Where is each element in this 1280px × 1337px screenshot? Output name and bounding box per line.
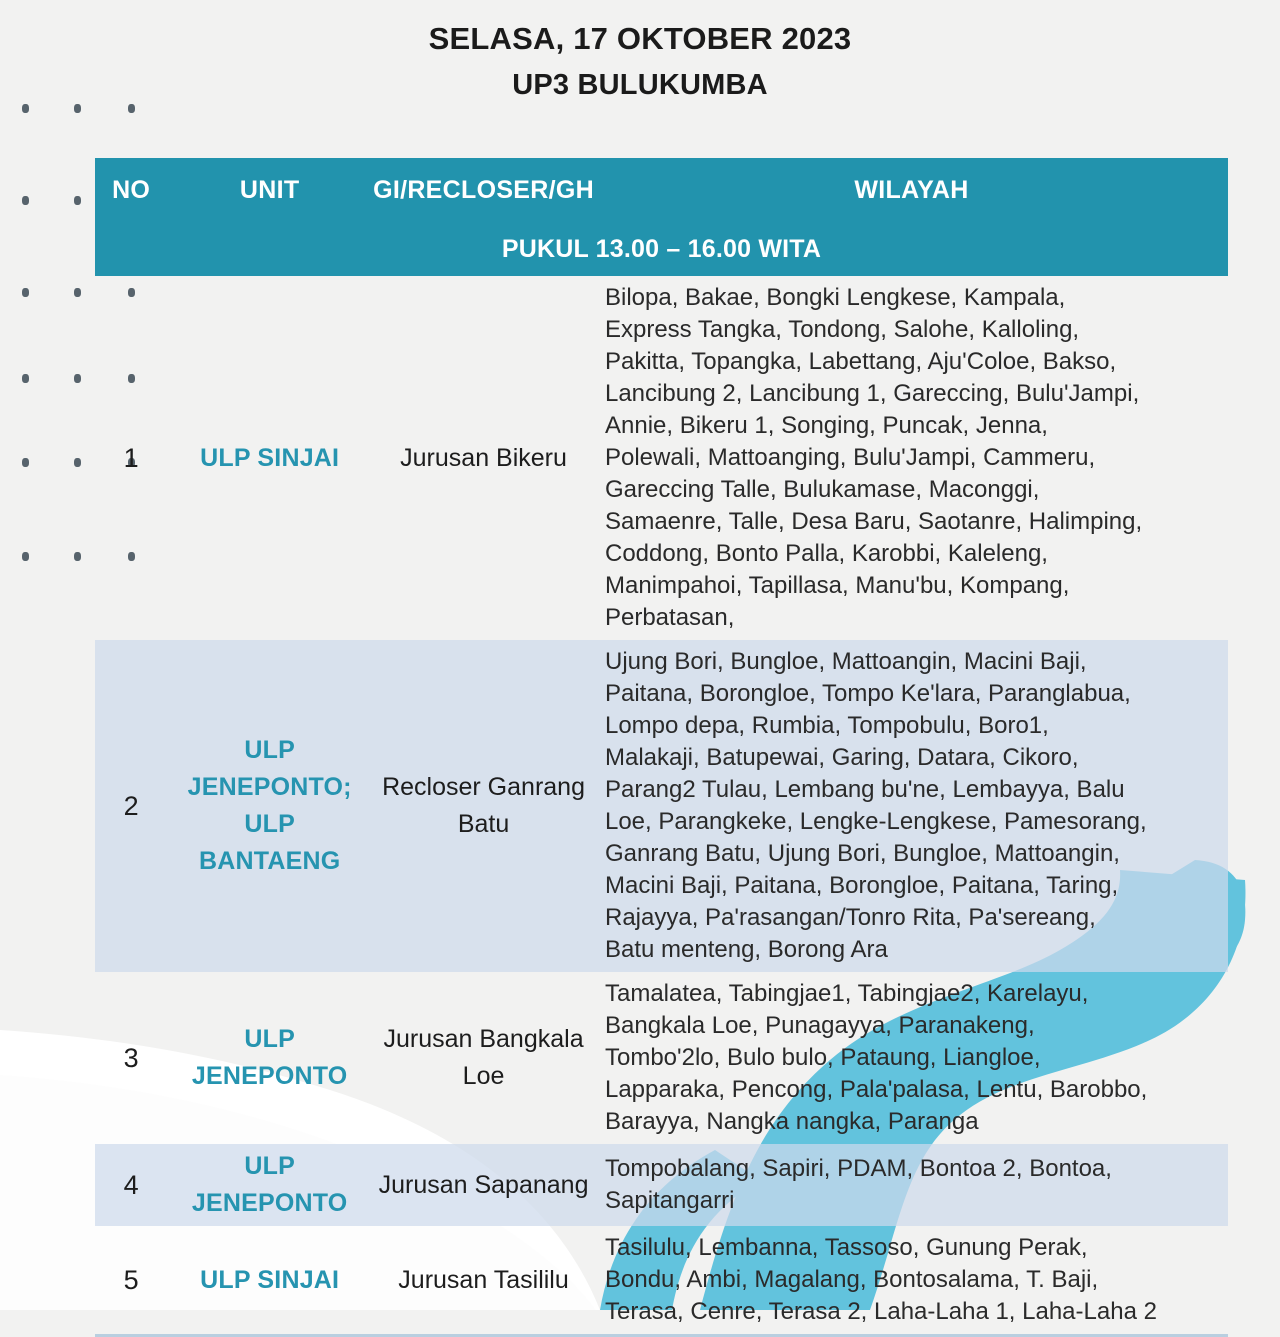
- wilayah-line: Lompo depa, Rumbia, Tompobulu, Boro1,: [604, 712, 1049, 739]
- table-body: [95, 276, 1228, 1336]
- wilayah-line: Annie, Bikeru 1, Songing, Puncak, Jenna,: [604, 412, 1048, 439]
- cell-unit: ULP JENEPONTO: [191, 1025, 348, 1090]
- decorative-dot: [22, 288, 29, 297]
- wilayah-line: Sapitangarri: [604, 1187, 735, 1214]
- wilayah-line: Lapparaka, Pencong, Pala'palasa, Lentu, Barobbo,: [604, 1076, 1148, 1103]
- wilayah-line: Polewali, Mattoanging, Bulu'Jampi, Cammeru,: [604, 444, 1096, 471]
- table-row: [95, 276, 1228, 640]
- table-row: [95, 972, 1228, 1144]
- cell-wilayah: [595, 972, 1228, 1144]
- cell-no: 3: [123, 1042, 139, 1073]
- cell-wilayah: [595, 1144, 1228, 1226]
- wilayah-line: Batu menteng, Borong Ara: [604, 936, 888, 963]
- wilayah-line: Tompobalang, Sapiri, PDAM, Bontoa 2, Bontoa,: [604, 1155, 1112, 1182]
- column-header-gi: GI/RECLOSER/GH: [372, 158, 595, 222]
- wilayah-line: Express Tangka, Tondong, Salohe, Kalloling,: [604, 316, 1080, 343]
- decorative-dot: [22, 196, 29, 205]
- wilayah-line: Tasilulu, Lembanna, Tassoso, Gunung Perak,: [604, 1234, 1088, 1261]
- column-header-wilayah: WILAYAH: [595, 158, 1228, 222]
- wilayah-line: Paitana, Borongloe, Tompo Ke'lara, Paranglabua,: [604, 680, 1131, 707]
- wilayah-line: Bilopa, Bakae, Bongki Lengkese, Kampala,: [604, 284, 1066, 311]
- wilayah-line: Macini Baji, Paitana, Borongloe, Paitana, Taring,: [604, 872, 1119, 899]
- wilayah-line: Tombo'2lo, Bulo bulo, Pataung, Liangloe,: [604, 1044, 1041, 1071]
- cell-no: 2: [95, 640, 167, 972]
- wilayah-line: Malakaji, Batupewai, Garing, Datara, Cikoro,: [604, 744, 1079, 771]
- wilayah-line: Loe, Parangkeke, Lengke-Lengkese, Pamesorang,: [604, 808, 1147, 835]
- cell-gi: Jurusan Sapanang: [372, 1144, 595, 1226]
- cell-unit: ULP JENEPONTO; ULP BANTAENG: [167, 640, 372, 972]
- wilayah-line: Manimpahoi, Tapillasa, Manu'bu, Kompang,: [604, 572, 1070, 599]
- cell-wilayah: [595, 640, 1228, 972]
- cell-gi: Jurusan Bikeru: [400, 443, 567, 472]
- column-header-no: NO: [95, 158, 167, 222]
- cell-gi: Recloser Ganrang Batu: [372, 640, 595, 972]
- wilayah-line: Lancibung 2, Lancibung 1, Gareccing, Bulu'Jampi,: [604, 380, 1140, 407]
- decorative-dot: [74, 288, 81, 297]
- table-header: [95, 158, 1228, 276]
- decorative-dot: [22, 374, 29, 383]
- cell-no: 4: [95, 1144, 167, 1226]
- cell-no: 1: [123, 442, 139, 473]
- page-title: [0, 0, 1280, 108]
- wilayah-line: Rajayya, Pa'rasangan/Tonro Rita, Pa'sereang,: [604, 904, 1096, 931]
- cell-gi: Jurusan Tasililu: [372, 1226, 595, 1336]
- wilayah-line: Tamalatea, Tabingjae1, Tabingjae2, Karelayu,: [604, 980, 1089, 1007]
- time-banner: PUKUL 13.00 – 16.00 WITA: [95, 222, 1228, 276]
- wilayah-line: Ganrang Batu, Ujung Bori, Bungloe, Mattoangin,: [604, 840, 1120, 867]
- decorative-dot: [74, 552, 81, 561]
- title-unit-line: UP3 BULUKUMBA: [512, 69, 768, 101]
- wilayah-line: Bangkala Loe, Punagayya, Paranakeng,: [604, 1012, 1035, 1039]
- decorative-dot: [74, 374, 81, 383]
- wilayah-line: Pakitta, Topangka, Labettang, Aju'Coloe, Bakso,: [604, 348, 1117, 375]
- decorative-dot: [74, 458, 81, 467]
- decorative-dot: [74, 196, 81, 205]
- wilayah-line: Perbatasan,: [604, 604, 735, 631]
- cell-unit: ULP SINJAI: [200, 443, 340, 472]
- decorative-dot: [22, 458, 29, 467]
- wilayah-line: Coddong, Bonto Palla, Karobbi, Kaleleng,: [604, 540, 1048, 567]
- table-row: [95, 1144, 1228, 1226]
- cell-wilayah: [595, 1226, 1228, 1336]
- cell-unit: ULP JENEPONTO: [167, 1144, 372, 1226]
- cell-wilayah: [595, 276, 1228, 640]
- table-row: [95, 1226, 1228, 1336]
- cell-no: 5: [95, 1226, 167, 1336]
- wilayah-line: Parang2 Tulau, Lembang bu'ne, Lembayya, Balu: [604, 776, 1125, 803]
- wilayah-line: Bondu, Ambi, Magalang, Bontosalama, T. Baji,: [604, 1266, 1099, 1293]
- decorative-dot: [22, 552, 29, 561]
- cell-gi: Jurusan Bangkala Loe: [383, 1025, 584, 1090]
- table-row: [95, 640, 1228, 972]
- time-banner-row: [95, 222, 1228, 276]
- wilayah-line: Gareccing Talle, Bulukamase, Maconggi,: [604, 476, 1040, 503]
- title-date-line: SELASA, 17 OKTOBER 2023: [428, 21, 852, 56]
- outage-schedule-table: [95, 158, 1228, 1337]
- column-header-unit: UNIT: [167, 158, 372, 222]
- wilayah-line: Terasa, Cenre, Terasa 2, Laha-Laha 1, Laha-Laha 2: [604, 1298, 1157, 1325]
- wilayah-line: Ujung Bori, Bungloe, Mattoangin, Macini Baji,: [604, 648, 1087, 675]
- cell-unit: ULP SINJAI: [167, 1226, 372, 1336]
- wilayah-line: Samaenre, Talle, Desa Baru, Saotanre, Halimping,: [604, 508, 1143, 535]
- column-header-row: [95, 158, 1228, 222]
- wilayah-line: Barayya, Nangka nangka, Paranga: [604, 1108, 979, 1135]
